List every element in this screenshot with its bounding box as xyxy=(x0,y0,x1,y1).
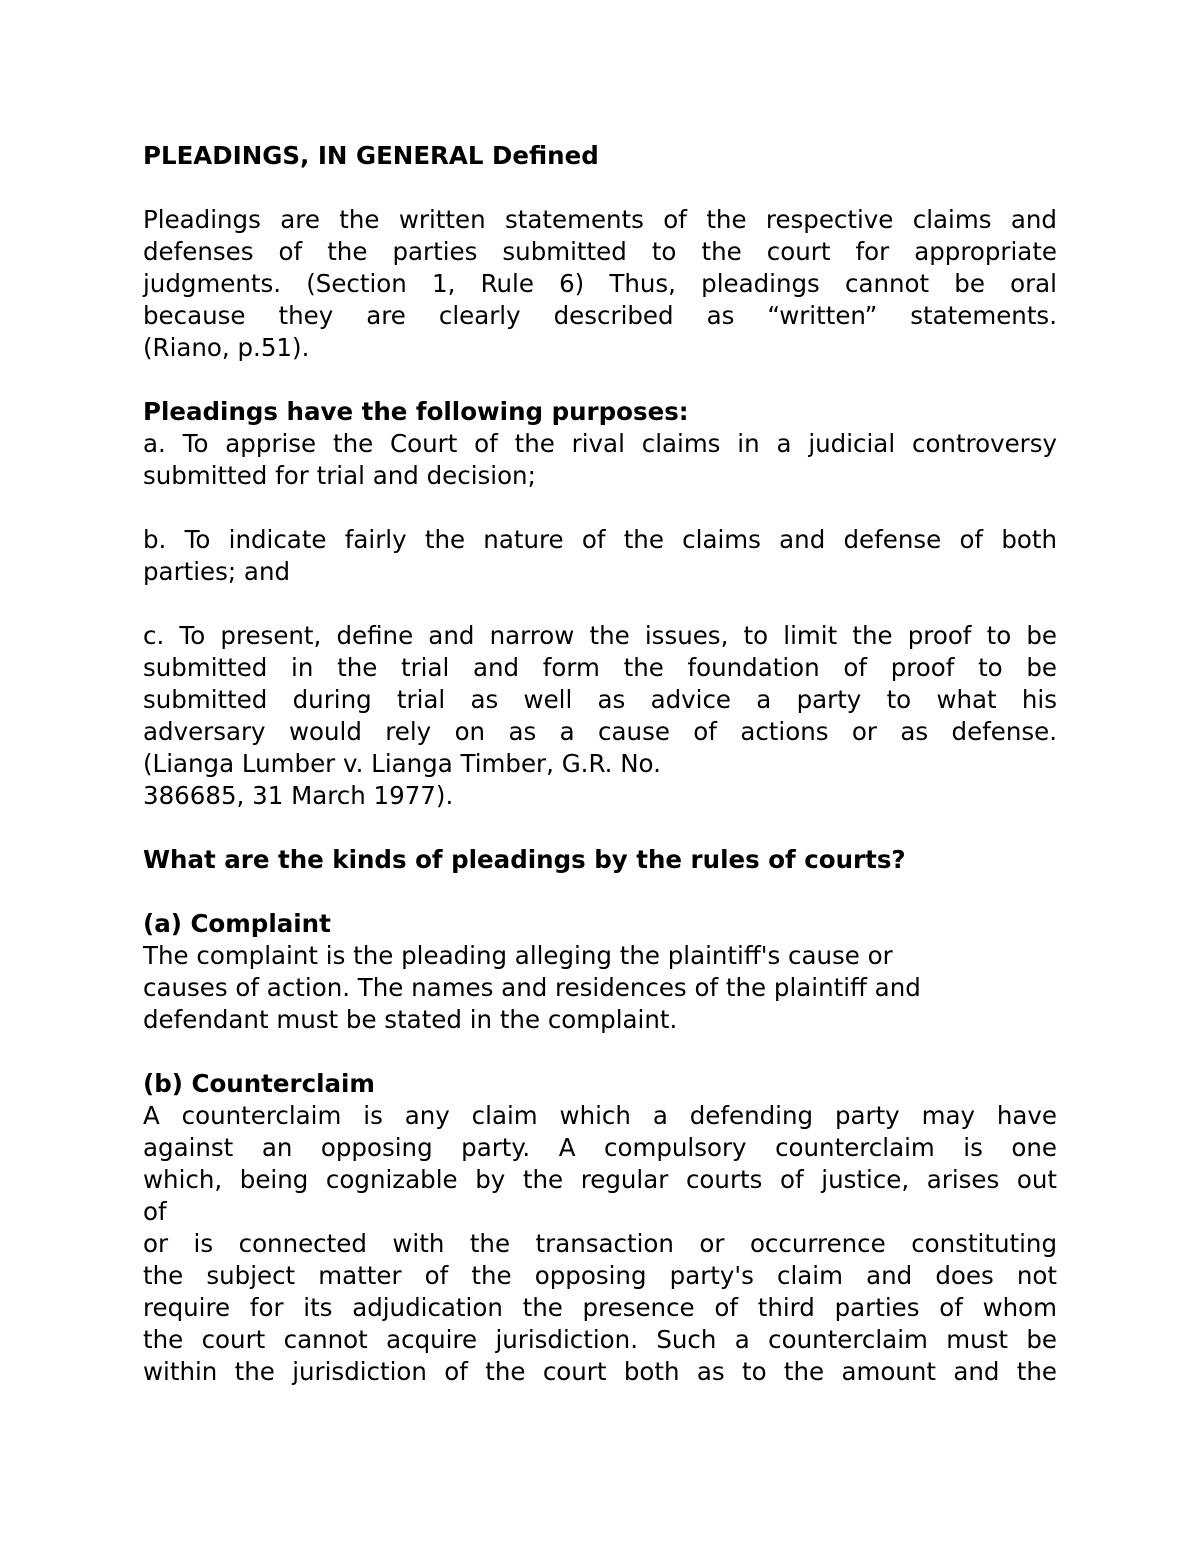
purpose-c-line: c. To present, define and narrow the issues, to limit the proof to be xyxy=(143,621,1057,650)
counterclaim-line: of xyxy=(143,1197,167,1226)
complaint-heading: (a) Complaint xyxy=(143,909,331,938)
complaint-line: defendant must be stated in the complaint. xyxy=(143,1005,678,1034)
counterclaim-line: within the jurisdiction of the court both as to the amount and the xyxy=(143,1357,1057,1386)
purpose-a-line: submitted for trial and decision; xyxy=(143,461,536,490)
complaint-paragraph xyxy=(143,940,1057,1036)
spacer xyxy=(143,1036,1057,1068)
document-page xyxy=(143,140,1057,1388)
purpose-b-line: parties; and xyxy=(143,557,291,586)
document-title: PLEADINGS, IN GENERAL Defined xyxy=(143,141,599,170)
counterclaim-line: or is connected with the transaction or occurrence constituting xyxy=(143,1229,1057,1258)
purposes-heading: Pleadings have the following purposes: xyxy=(143,397,689,426)
kinds-question: What are the kinds of pleadings by the rules of courts? xyxy=(143,845,906,874)
purpose-c-line: submitted in the trial and form the foundation of proof to be xyxy=(143,653,1057,682)
counterclaim-line: A counterclaim is any claim which a defending party may have xyxy=(143,1101,1057,1130)
intro-line: because they are clearly described as “written” statements. xyxy=(143,301,1057,330)
spacer xyxy=(143,588,1057,620)
intro-line: Pleadings are the written statements of the respective claims and xyxy=(143,205,1057,234)
purpose-c-line: submitted during trial as well as advice a party to what his xyxy=(143,685,1057,714)
purpose-b-line: b. To indicate fairly the nature of the claims and defense of both xyxy=(143,525,1057,554)
purpose-a-line: a. To apprise the Court of the rival claims in a judicial controversy xyxy=(143,429,1057,458)
counterclaim-paragraph xyxy=(143,1100,1057,1388)
spacer xyxy=(143,364,1057,396)
complaint-line: The complaint is the pleading alleging the plaintiff's cause or xyxy=(143,941,893,970)
complaint-line: causes of action. The names and residences of the plaintiff and xyxy=(143,973,921,1002)
purpose-c-line: (Lianga Lumber v. Lianga Timber, G.R. No. xyxy=(143,749,661,778)
counterclaim-line: require for its adjudication the presence of third parties of whom xyxy=(143,1293,1057,1322)
purpose-c xyxy=(143,620,1057,812)
intro-line: (Riano, p.51). xyxy=(143,333,310,362)
spacer xyxy=(143,812,1057,844)
spacer xyxy=(143,876,1057,908)
spacer xyxy=(143,172,1057,204)
counterclaim-heading: (b) Counterclaim xyxy=(143,1069,375,1098)
purpose-a xyxy=(143,428,1057,492)
purpose-b xyxy=(143,524,1057,588)
spacer xyxy=(143,492,1057,524)
counterclaim-line: which, being cognizable by the regular courts of justice, arises out xyxy=(143,1165,1057,1194)
purpose-c-line: adversary would rely on as a cause of actions or as defense. xyxy=(143,717,1057,746)
purpose-c-line: 386685, 31 March 1977). xyxy=(143,781,454,810)
intro-line: defenses of the parties submitted to the court for appropriate xyxy=(143,237,1057,266)
intro-line: judgments. (Section 1, Rule 6) Thus, pleadings cannot be oral xyxy=(143,269,1057,298)
intro-paragraph xyxy=(143,204,1057,364)
counterclaim-line: against an opposing party. A compulsory counterclaim is one xyxy=(143,1133,1057,1162)
counterclaim-line: the court cannot acquire jurisdiction. Such a counterclaim must be xyxy=(143,1325,1057,1354)
counterclaim-line: the subject matter of the opposing party's claim and does not xyxy=(143,1261,1057,1290)
